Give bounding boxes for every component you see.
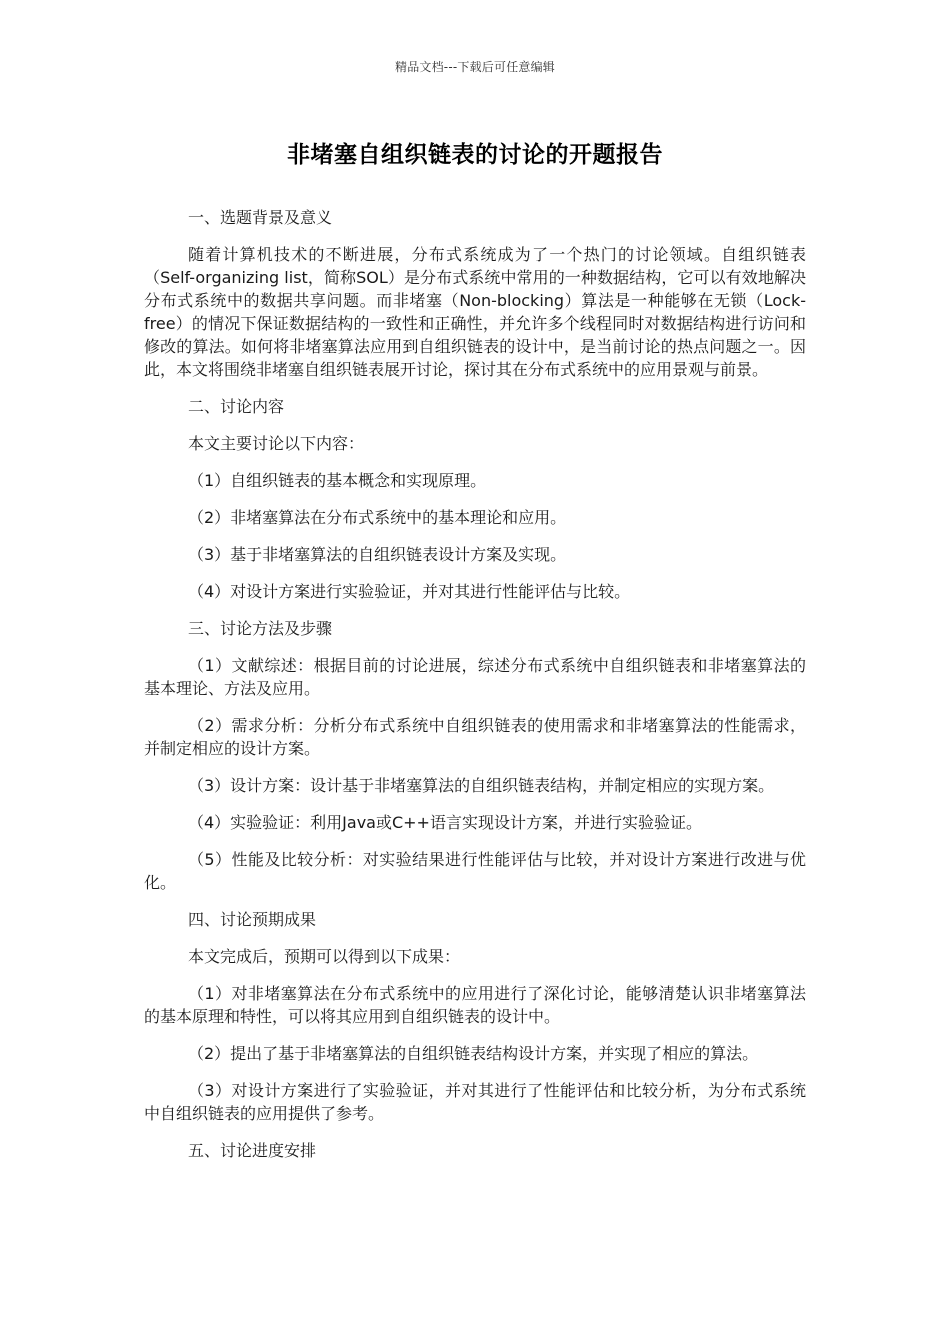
section-heading-content: 二、讨论内容	[188, 397, 285, 416]
document-body	[144, 206, 806, 1162]
document-title: 非堵塞自组织链表的讨论的开题报告	[287, 142, 663, 168]
list-item: （3）设计方案：设计基于非堵塞算法的自组织链表结构，并制定相应的实现方案。	[188, 776, 775, 795]
section-heading-outcomes: 四、讨论预期成果	[188, 910, 317, 929]
list-item: （2）非堵塞算法在分布式系统中的基本理论和应用。	[188, 508, 567, 527]
section-heading-background: 一、选题背景及意义	[188, 208, 333, 227]
list-item: （3）基于非堵塞算法的自组织链表设计方案及实现。	[188, 545, 567, 564]
list-item: （2）需求分析：分析分布式系统中自组织链表的使用需求和非堵塞算法的性能需求，并制定相应的设计方案。	[144, 716, 806, 758]
page-header: 精品文档---下载后可任意编辑	[395, 60, 555, 74]
list-item: （1）文献综述：根据目前的讨论进展，综述分布式系统中自组织链表和非堵塞算法的基本理论、方法及应用。	[144, 656, 806, 698]
paragraph-content-intro: 本文主要讨论以下内容：	[188, 434, 365, 453]
list-item: （4）对设计方案进行实验验证，并对其进行性能评估与比较。	[188, 582, 631, 601]
list-item: （3）对设计方案进行了实验验证，并对其进行了性能评估和比较分析，为分布式系统中自组织链表的应用提供了参考。	[144, 1081, 806, 1123]
list-item: （1）对非堵塞算法在分布式系统中的应用进行了深化讨论，能够清楚认识非堵塞算法的基本原理和特性，可以将其应用到自组织链表的设计中。	[144, 984, 806, 1026]
paragraph-outcomes-intro: 本文完成后，预期可以得到以下成果：	[188, 947, 461, 966]
section-heading-methods: 三、讨论方法及步骤	[188, 619, 333, 638]
list-item: （5）性能及比较分析：对实验结果进行性能评估与比较，并对设计方案进行改进与优化。	[144, 850, 806, 892]
paragraph-background: 随着计算机技术的不断进展，分布式系统成为了一个热门的讨论领域。自组织链表（Self-organizing list，简称SOL）是分布式系统中常用的一种数据结构，它可以有效地解决分布式系统中的数据共享问题。而非堵塞（Non-blocking）算法是一种能够在无锁（Lock-free）的情况下保证数据结构的一致性和正确性，并允许多个线程同时对数据结构进行访问和修改的算法。如何将非堵塞算法应用到自组织链表的设计中，是当前讨论的热点问题之一。因此，本文将围绕非堵塞自组织链表展开讨论，探讨其在分布式系统中的应用景观与前景。	[144, 245, 806, 379]
list-item: （4）实验验证：利用Java或C++语言实现设计方案，并进行实验验证。	[188, 813, 702, 832]
list-item: （1）自组织链表的基本概念和实现原理。	[188, 471, 487, 490]
section-heading-schedule: 五、讨论进度安排	[188, 1141, 317, 1160]
list-item: （2）提出了基于非堵塞算法的自组织链表结构设计方案，并实现了相应的算法。	[188, 1044, 759, 1063]
